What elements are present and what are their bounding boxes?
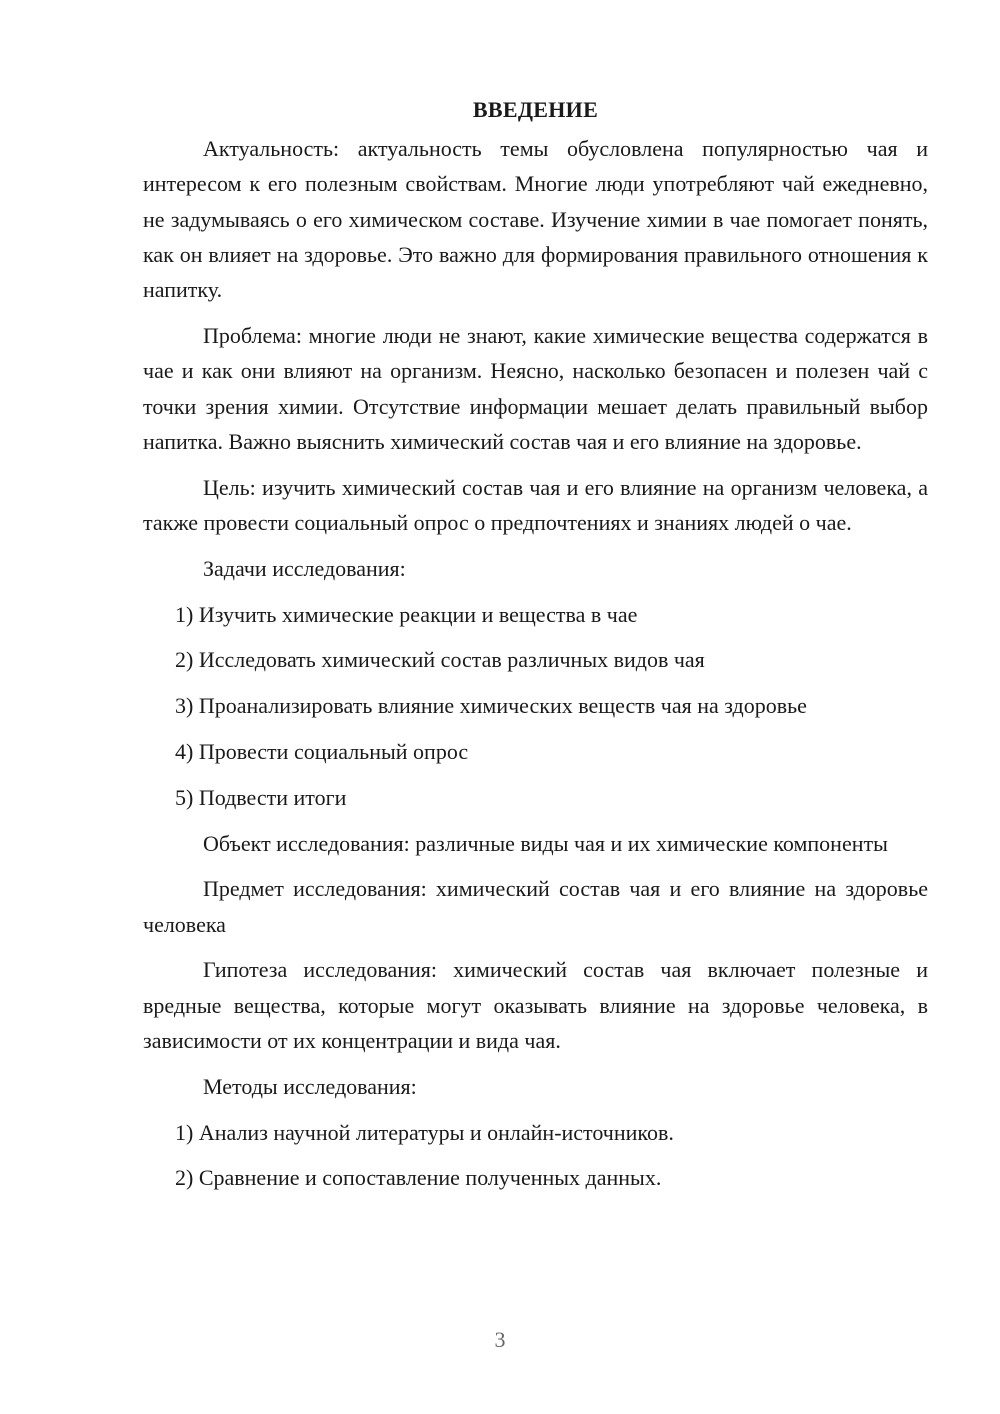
page-title: ВВЕДЕНИЕ (472, 97, 599, 122)
object-paragraph: Объект исследования: различные виды чая и их химические компоненты (203, 830, 888, 856)
task-item: 3) Проанализировать влияние химических веществ чая на здоровье (175, 693, 807, 719)
document-page (143, 92, 928, 1206)
tasks-list (143, 597, 928, 815)
methods-label: Методы исследования: (203, 1073, 417, 1099)
task-item: 1) Изучить химические реакции и вещества в чае (175, 601, 638, 627)
task-item: 5) Подвести итоги (175, 784, 347, 810)
task-item: 4) Провести социальный опрос (175, 738, 469, 764)
page-number: 3 (494, 1327, 506, 1352)
problem-paragraph: Проблема: многие люди не знают, какие химические вещества содержатся в чае и как они влияют на организм. Неясно, насколько безопасен и полезен чай с точки зрения химии. Отсутствие информации мешает делать правильный выбор напитка. Важно выяснить химический состав чая и его влияние на здоровье. (143, 322, 928, 454)
goal-paragraph: Цель: изучить химический состав чая и его влияние на организм человека, а также провести социальный опрос о предпочтениях и знаниях людей о чае. (143, 474, 928, 535)
task-item: 2) Исследовать химический состав различных видов чая (175, 647, 705, 673)
relevance-paragraph: Актуальность: актуальность темы обусловлена популярностью чая и интересом к его полезным свойствам. Многие люди употребляют чай ежедневно, не задумываясь о его химическом составе. Изучение химии в чае помогает понять, как он влияет на здоровье. Это важно для формирования правильного отношения к напитку. (143, 136, 928, 303)
method-item: 2) Сравнение и сопоставление полученных данных. (175, 1165, 662, 1191)
hypothesis-paragraph: Гипотеза исследования: химический состав чая включает полезные и вредные вещества, которые могут оказывать влияние на здоровье человека, в зависимости от их концентрации и вида чая. (143, 957, 928, 1054)
method-item: 1) Анализ научной литературы и онлайн-источников. (175, 1119, 674, 1145)
tasks-label: Задачи исследования: (203, 555, 406, 581)
subject-paragraph: Предмет исследования: химический состав чая и его влияние на здоровье человека (143, 876, 928, 937)
methods-list (143, 1115, 928, 1196)
